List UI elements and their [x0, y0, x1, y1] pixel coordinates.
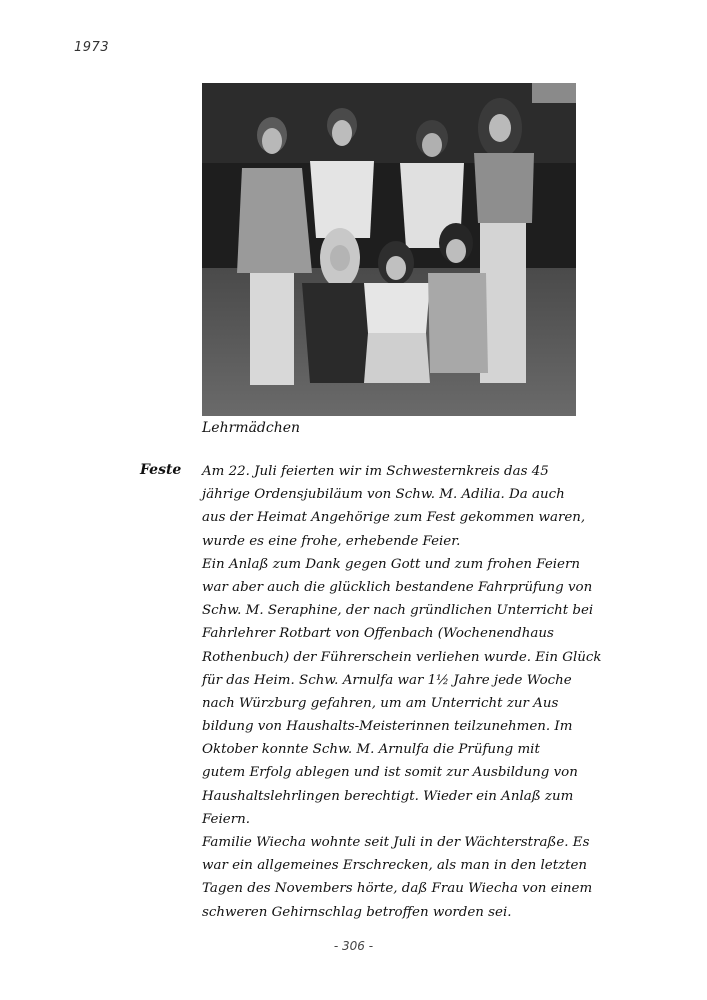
text-line: Fahrlehrer Rotbart von Offenbach (Wochenendhaus	[202, 626, 554, 642]
text-line: Schw. M. Seraphine, der nach gründlichen Unterricht bei	[202, 603, 594, 619]
text-line: schweren Gehirnschlag betroffen worden sei.	[202, 904, 512, 920]
text-line: gutem Erfolg ablegen und ist somit zur Ausbildung von	[202, 765, 578, 781]
text-line: wurde es eine frohe, erhebende Feier.	[202, 533, 461, 549]
text-line: Am 22. Juli feierten wir im Schwesternkreis das 45	[202, 464, 549, 479]
text-line: aus der Heimat Angehörige zum Fest gekommen waren,	[202, 510, 586, 526]
text-line: war aber auch die glücklich bestandene Fahrprüfung von	[202, 579, 593, 595]
text-line: Rothenbuch) der Führerschein verliehen wurde. Ein Glück	[202, 649, 602, 665]
page-number: - 306 -	[333, 939, 374, 953]
photo-caption: Lehrmädchen	[202, 420, 301, 436]
year-heading: 1973	[74, 40, 110, 55]
text-line: Familie Wiecha wohnte seit Juli in der Wächterstraße. Es	[202, 835, 590, 850]
section-label: Feste	[140, 462, 182, 478]
text-line: Tagen des Novembers hörte, daß Frau Wiecha von einem	[202, 881, 593, 897]
text-line: war ein allgemeines Erschrecken, als man in den letzten	[202, 858, 588, 874]
text-line: Ein Anlaß zum Dank gegen Gott und zum frohen Feiern	[202, 556, 580, 572]
text-line: Oktober konnte Schw. M. Arnulfa die Prüfung mit	[202, 742, 540, 758]
text-line: bildung von Haushalts-Meisterinnen teilzunehmen. Im	[202, 719, 573, 735]
section-body	[202, 460, 632, 924]
text-line: Haushaltslehrlingen berechtigt. Wieder ein Anlaß zum	[202, 788, 574, 804]
text-line: jährige Ordensjubiläum von Schw. M. Adilia. Da auch	[202, 487, 565, 503]
group-photo-image	[202, 83, 576, 416]
text-line: für das Heim. Schw. Arnulfa war 1½ Jahre jede Woche	[202, 672, 572, 688]
text-line: Feiern.	[202, 811, 250, 827]
text-line: nach Würzburg gefahren, um am Unterricht zur Aus	[202, 695, 559, 711]
group-photo	[202, 83, 576, 416]
